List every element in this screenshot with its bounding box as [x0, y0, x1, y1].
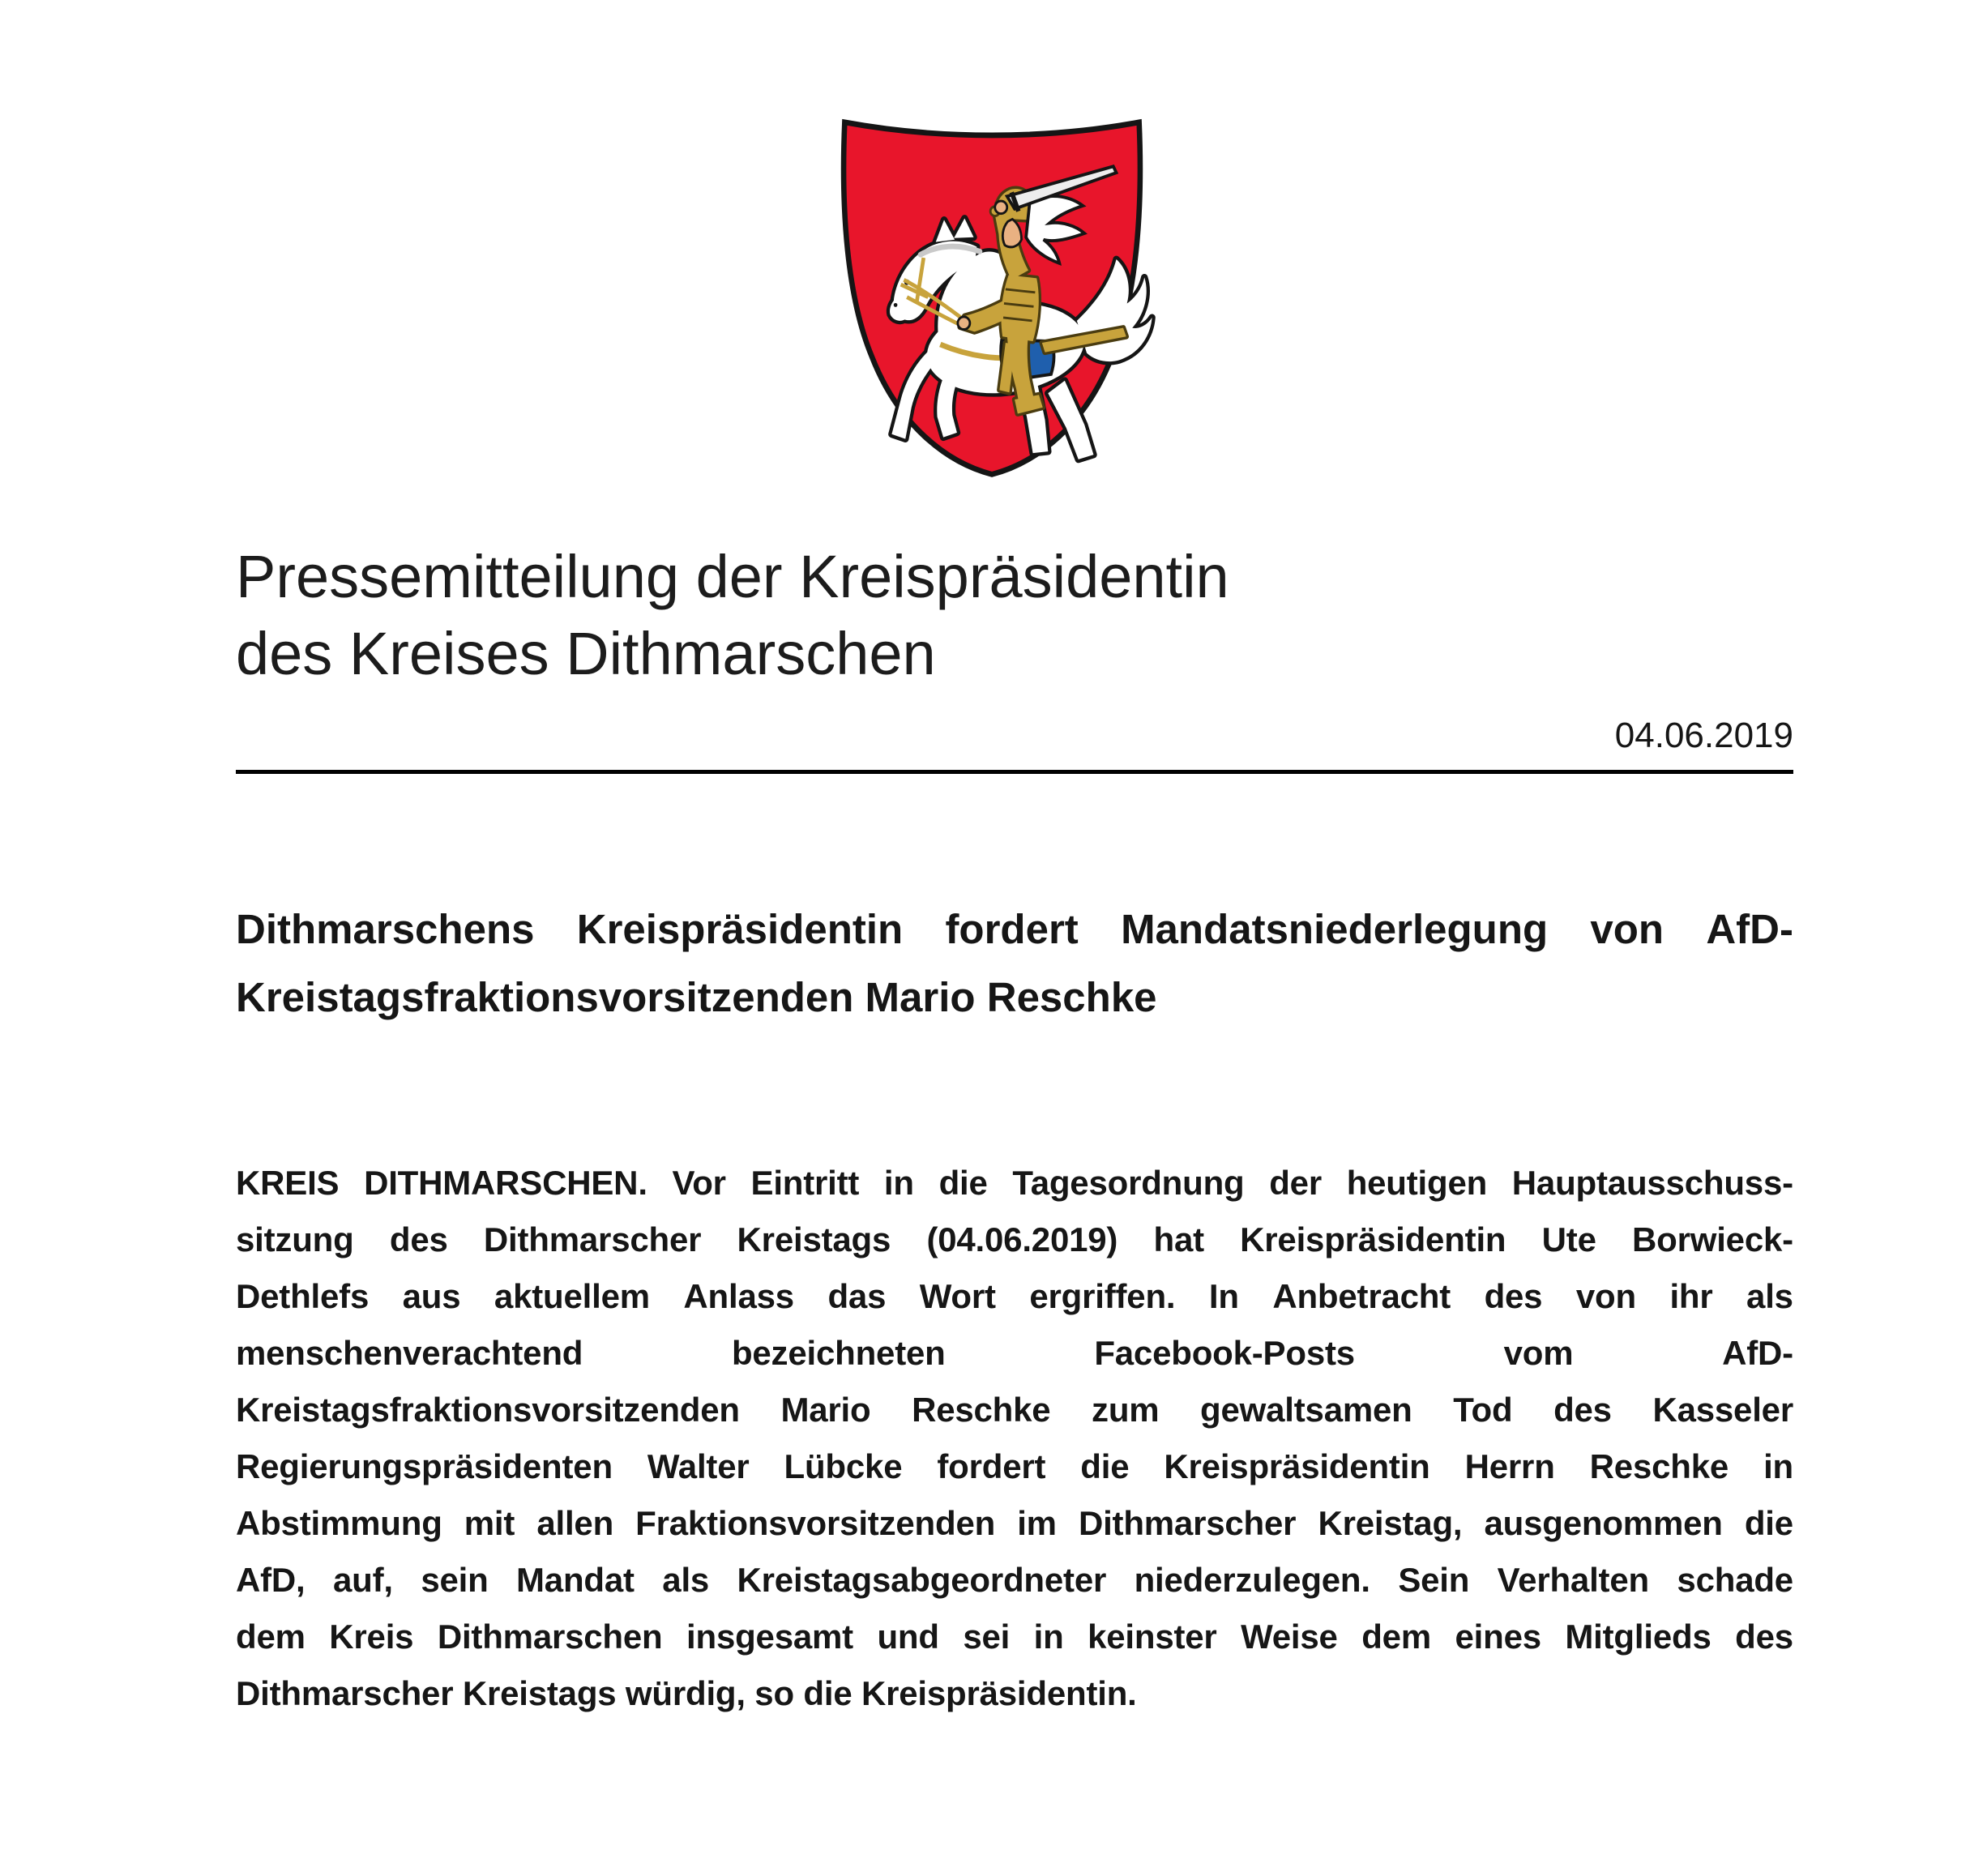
date-row — [236, 715, 1793, 757]
text-line: Kreistagsfraktionsvorsitzenden Mario Reschke — [236, 974, 1157, 1020]
text-line: KREIS DITHMARSCHEN. Vor Eintritt in die Tagesordnung der heutigen Hauptausschuss- — [236, 1164, 1793, 1202]
headline — [236, 895, 1793, 1032]
text-line: AfD, auf, sein Mandat als Kreistagsabgeordneter niederzulegen. Sein Verhalten schade — [236, 1561, 1793, 1599]
text-line: Dithmarscher Kreistags würdig, so die Kreispräsidentin. — [236, 1674, 1137, 1712]
text-line: Kreistagsfraktionsvorsitzenden Mario Reschke zum gewaltsamen Tod des Kasseler — [236, 1391, 1793, 1429]
document-title — [236, 538, 1793, 692]
text-line: Pressemitteilung der Kreispräsidentin — [236, 543, 1229, 610]
coat-of-arms-graphic — [825, 91, 1159, 485]
date: 04.06.2019 — [1614, 716, 1793, 755]
body-paragraph — [236, 1155, 1793, 1722]
text-line: Regierungspräsidenten Walter Lübcke fordert die Kreispräsidentin Herrn Reschke in — [236, 1447, 1793, 1485]
text-line: dem Kreis Dithmarschen insgesamt und sei in keinster Weise dem eines Mitglieds des — [236, 1617, 1793, 1656]
divider-line — [236, 770, 1793, 774]
text-line: des Kreises Dithmarschen — [236, 620, 936, 687]
text-line: Dithmarschens Kreispräsidentin fordert Mandatsniederlegung von AfD- — [236, 906, 1793, 952]
dithmarschen-coat-of-arms — [825, 91, 1159, 485]
text-line: sitzung des Dithmarscher Kreistags (04.06.2019) hat Kreispräsidentin Ute Borwieck- — [236, 1220, 1793, 1259]
text-line: menschenverachtend bezeichneten Facebook-Posts vom AfD- — [236, 1334, 1793, 1372]
text-line: Abstimmung mit allen Fraktionsvorsitzenden im Dithmarscher Kreistag, ausgenommen die — [236, 1504, 1793, 1542]
text-line: Dethlefs aus aktuellem Anlass das Wort ergriffen. In Anbetracht des von ihr als — [236, 1277, 1793, 1315]
